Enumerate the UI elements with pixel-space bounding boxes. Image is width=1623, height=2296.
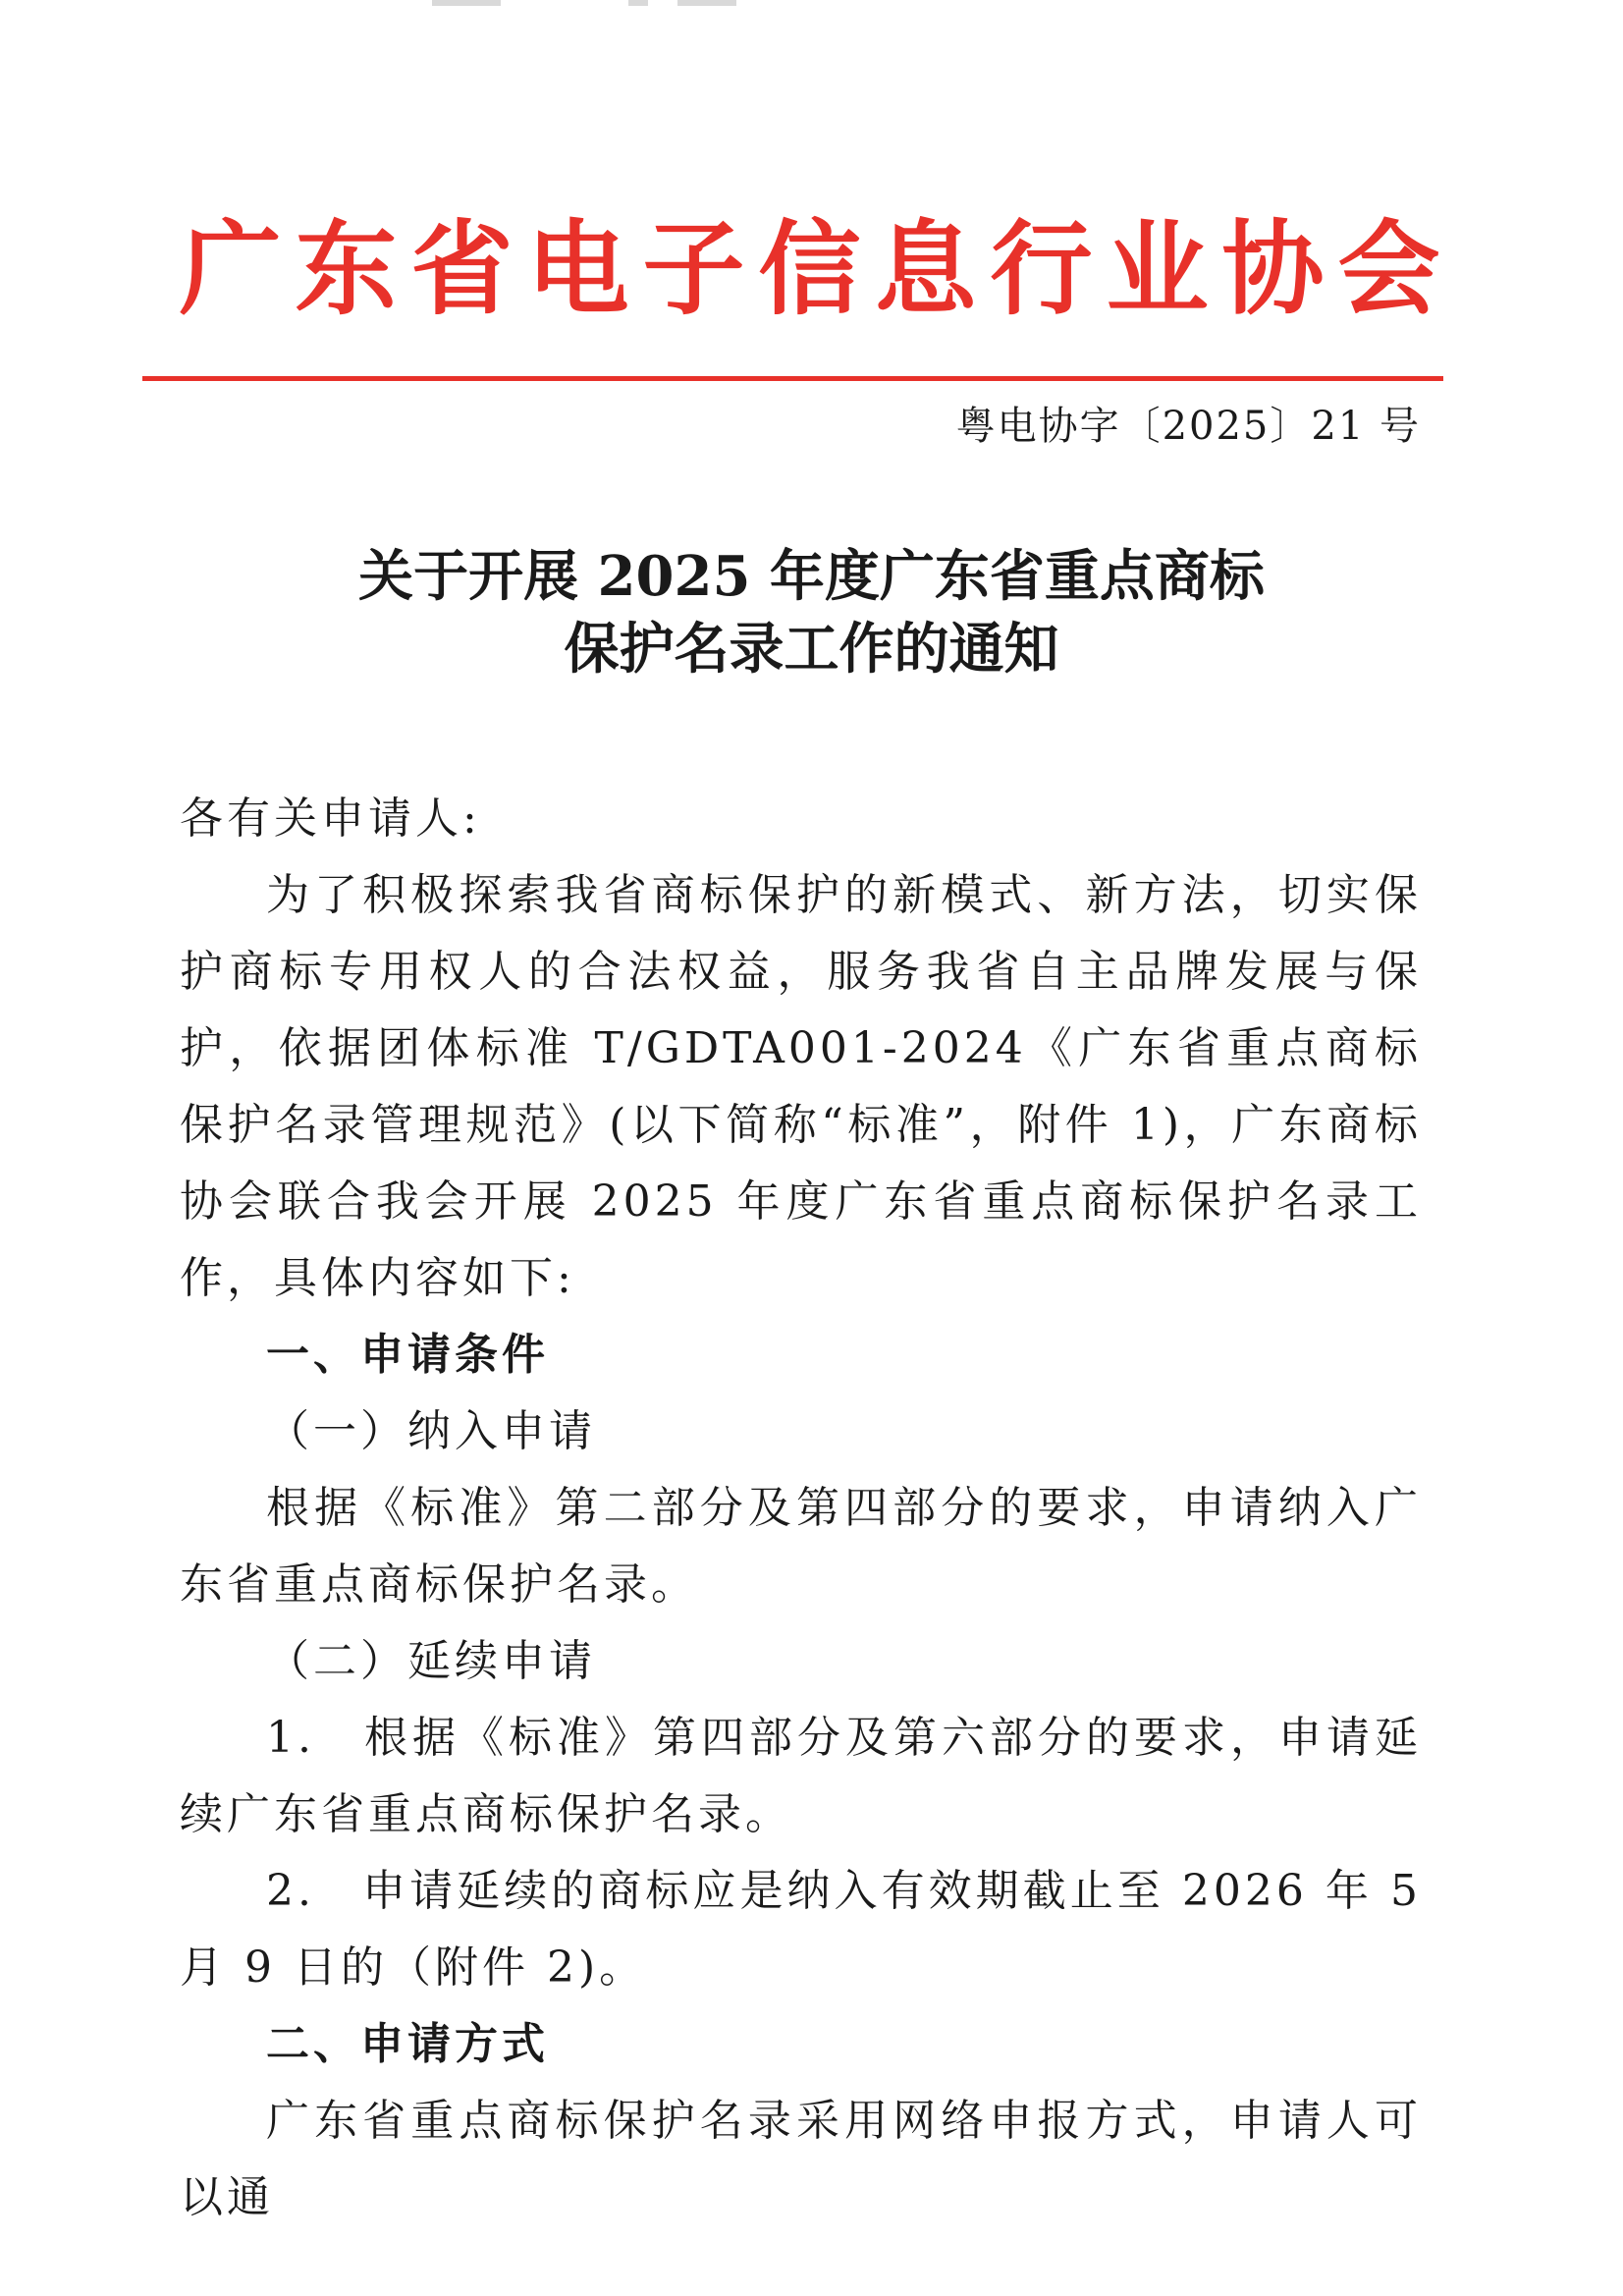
notice-title-line-1: 关于开展 2025 年度广东省重点商标 (358, 544, 1265, 609)
document-number: 粤电协字〔2025〕21 号 (955, 404, 1421, 449)
scan-artifact (628, 0, 648, 6)
organization-letterhead: 广东省电子信息行业协会 (179, 209, 1454, 329)
subsection-2-heading: （二）延续申请 (266, 1636, 596, 1686)
section-2-text: 广东省重点商标保护名录采用网络申报方式，申请人可以通 (180, 2096, 1422, 2222)
subsection-1-heading: （一）纳入申请 (266, 1406, 596, 1456)
list-item-2: 2. 申请延续的商标应是纳入有效期截止至 2026 年 5 月 9 日的（附件 2)。 (180, 1866, 1422, 1993)
list-item-1: 1. 根据《标准》第四部分及第六部分的要求，申请延续广东省重点商标保护名录。 (180, 1713, 1422, 1839)
document-body (180, 781, 1422, 2236)
scan-artifact (432, 0, 501, 6)
notice-title (0, 540, 1623, 685)
intro-paragraph: 为了积极探索我省商标保护的新模式、新方法，切实保护商标专用权人的合法权益，服务我省自主品牌发展与保护，依据团体标准 T/GDTA001-2024《广东省重点商标保护名录管理规范》(以下简称“标准”，附件 1)，广东商标协会联合我会开展 2025 年度广东省重点商标保护名录工作，具体内容如下: (180, 870, 1422, 1303)
section-2-heading: 二、申请方式 (266, 2019, 549, 2069)
subsection-1-text: 根据《标准》第二部分及第四部分的要求，申请纳入广东省重点商标保护名录。 (180, 1483, 1422, 1610)
section-1-heading: 一、申请条件 (266, 1330, 549, 1380)
scan-artifact (677, 0, 736, 6)
letterhead-divider (142, 376, 1443, 381)
salutation: 各有关申请人: (180, 793, 481, 844)
notice-title-line-2: 保护名录工作的通知 (564, 617, 1059, 682)
